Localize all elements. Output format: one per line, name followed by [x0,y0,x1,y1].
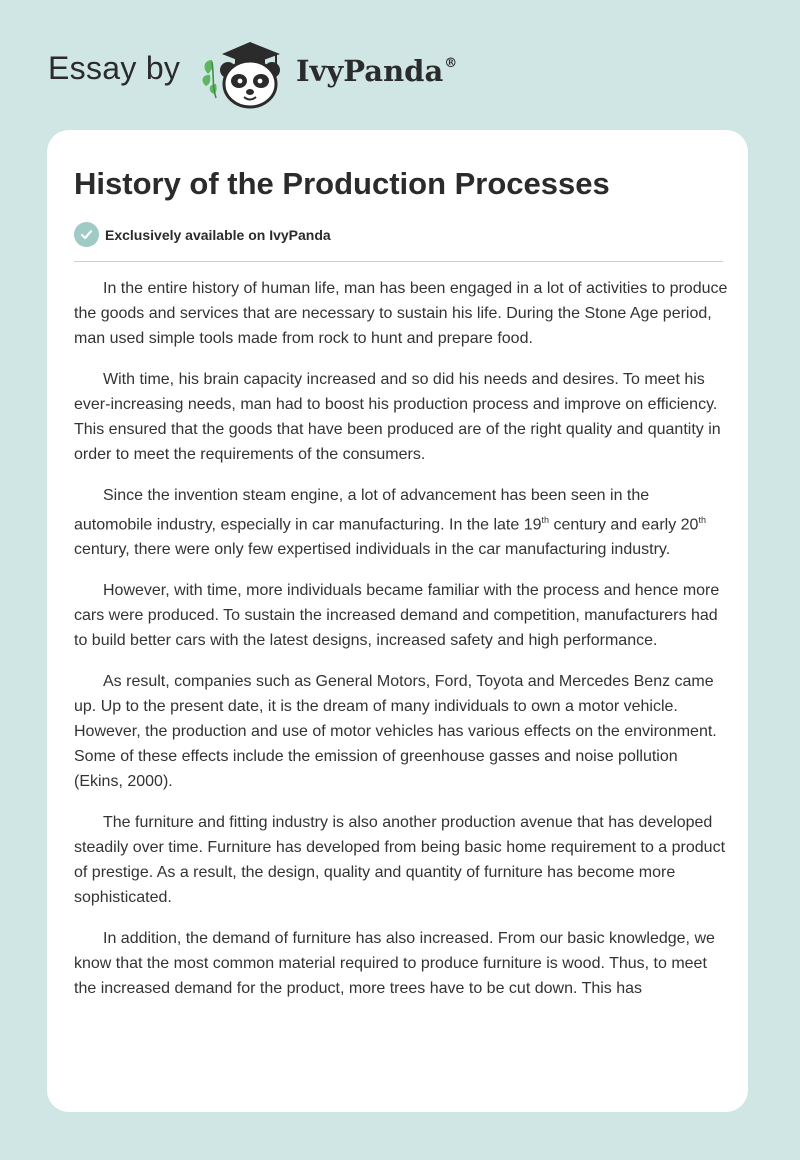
paragraph: In the entire history of human life, man has been engaged in a lot of activities to produce the goods and services that are necessary to sustain his life. During the Stone Age period, man used simple tools made from rock to hunt and prepare food. [74,280,728,347]
page-title: History of the Production Processes [74,166,610,201]
registered-mark: ® [444,56,458,71]
essay-by-label: Essay by [48,50,181,86]
brand-name-text: IvyPanda [296,54,444,88]
check-icon [80,228,93,241]
paragraph: The furniture and fitting industry is also another production avenue that has developed steadily over time. Furniture has developed from being basic home requirement to a product of prestige. As a result, the design, quality and quantity of furniture has become more sophisticated. [74,814,726,907]
superscript: th [541,515,550,525]
panda-graduate-icon[interactable] [200,34,292,110]
paragraph: However, with time, more individuals became familiar with the process and hence more cars were produced. To sustain the increased demand and competition, manufacturers had to build better cars with the latest designs, increased safety and high performance. [74,582,720,650]
paragraph-text: Since the invention steam engine, a lot of advancement has been seen in the automobile industry, especially in car manufacturing. In the late 19 [74,487,650,534]
exclusive-label: Exclusively available on IvyPanda [105,226,331,243]
superscript: th [698,515,706,525]
essay-body [74,276,730,1017]
check-circle-icon [74,222,99,247]
paragraph: With time, his brain capacity increased and so did his needs and desires. To meet his ever-increasing needs, man had to boost his production process and improve on efficiency. This ensured that the goods that have been produced are of the right quality and quantity in order to meet the requirements of the consumers. [74,371,721,463]
paragraph: As result, companies such as General Motors, Ford, Toyota and Mercedes Benz came up. Up to the present date, it is the dream of many individuals to own a motor vehicle. However, the production and use of motor vehicles has various effects on the environment. Some of these effects include the emission of greenhouse gasses and noise pollution (Ekins, 2000). [74,673,717,791]
paragraph [74,483,730,562]
exclusive-badge [74,222,331,247]
site-header [0,0,800,130]
paragraph-text: century and early 20 [549,516,699,534]
divider [74,261,723,262]
ivypanda-wordmark[interactable] [296,54,457,88]
paragraph-text: century, there were only few expertised individuals in the car manufacturing industry. [74,541,671,559]
essay-card [47,130,748,1112]
paragraph: In addition, the demand of furniture has also increased. From our basic knowledge, we know that the most common material required to produce furniture is wood. Thus, to meet the increased demand for the product, more trees have to be cut down. This has [74,930,715,998]
